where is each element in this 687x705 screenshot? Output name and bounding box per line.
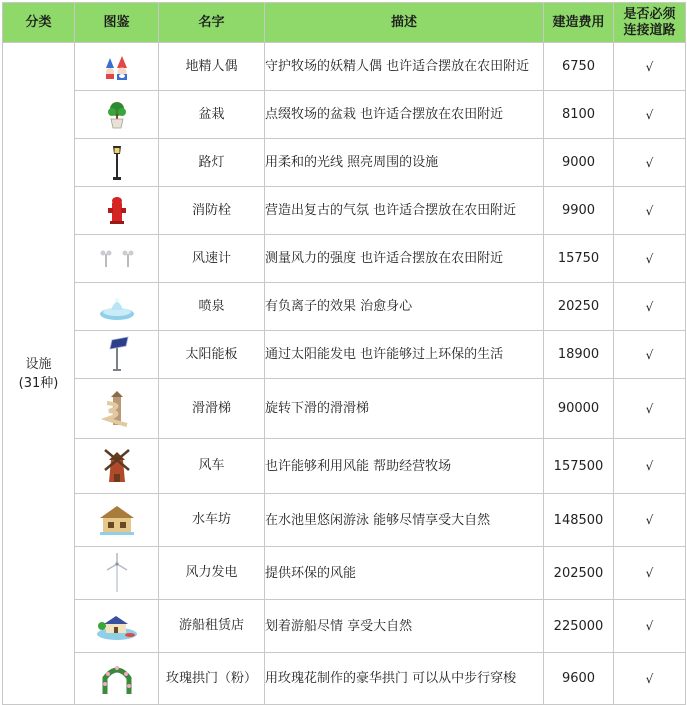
row-description: 通过太阳能发电 也许能够过上环保的生活 [265, 331, 544, 379]
table-row [3, 235, 686, 283]
category-cell [3, 43, 75, 705]
table-row [3, 547, 686, 600]
row-name: 玫瑰拱门（粉） [159, 653, 265, 705]
category-count: (31种) [18, 375, 59, 391]
row-description: 用玫瑰花制作的豪华拱门 可以从中步行穿梭 [265, 653, 544, 705]
row-description: 提供环保的风能 [265, 547, 544, 600]
row-road: √ [614, 139, 686, 187]
potted-plant-icon [75, 100, 158, 130]
row-name: 喷泉 [159, 283, 265, 331]
row-cost: 202500 [544, 547, 614, 600]
table-row [3, 283, 686, 331]
header-description: 描述 [265, 3, 544, 43]
table-row [3, 139, 686, 187]
row-description: 旋转下滑的滑滑梯 [265, 379, 544, 439]
row-cost: 6750 [544, 43, 614, 91]
header-icon: 图鉴 [75, 3, 159, 43]
row-cost: 18900 [544, 331, 614, 379]
row-cost: 9900 [544, 187, 614, 235]
table-row [3, 600, 686, 653]
table-row [3, 187, 686, 235]
row-cost: 9000 [544, 139, 614, 187]
category-name: 设施 [25, 356, 52, 372]
row-road: √ [614, 600, 686, 653]
row-road: √ [614, 331, 686, 379]
row-cost: 157500 [544, 439, 614, 494]
row-cost: 8100 [544, 91, 614, 139]
row-name: 地精人偶 [159, 43, 265, 91]
row-cost: 90000 [544, 379, 614, 439]
header-cost: 建造费用 [544, 3, 614, 43]
anemometer-icon [75, 247, 158, 271]
row-description: 有负离子的效果 治愈身心 [265, 283, 544, 331]
row-road: √ [614, 43, 686, 91]
row-description: 也许能够利用风能 帮助经营牧场 [265, 439, 544, 494]
rose-arch-icon [75, 662, 158, 696]
table-row [3, 653, 686, 705]
header-road-line1: 是否必须 [623, 6, 676, 22]
row-road: √ [614, 379, 686, 439]
fountain-icon [75, 292, 158, 322]
row-cost: 225000 [544, 600, 614, 653]
row-name: 太阳能板 [159, 331, 265, 379]
table-row [3, 379, 686, 439]
table-row [3, 91, 686, 139]
row-description: 测量风力的强度 也许适合摆放在农田附近 [265, 235, 544, 283]
row-description: 守护牧场的妖精人偶 也许适合摆放在农田附近 [265, 43, 544, 91]
row-name: 滑滑梯 [159, 379, 265, 439]
row-road: √ [614, 235, 686, 283]
solar-panel-icon [75, 336, 158, 374]
row-road: √ [614, 494, 686, 547]
windmill-icon [75, 446, 158, 486]
row-description: 营造出复古的气氛 也许适合摆放在农田附近 [265, 187, 544, 235]
row-road: √ [614, 439, 686, 494]
row-name: 风速计 [159, 235, 265, 283]
row-name: 盆栽 [159, 91, 265, 139]
row-description: 在水池里悠闲游泳 能够尽情享受大自然 [265, 494, 544, 547]
table-row [3, 331, 686, 379]
row-name: 风力发电 [159, 547, 265, 600]
street-lamp-icon [75, 144, 158, 182]
row-road: √ [614, 653, 686, 705]
facility-table [2, 2, 686, 705]
row-name: 水车坊 [159, 494, 265, 547]
row-road: √ [614, 187, 686, 235]
header-road [614, 3, 686, 43]
slide-icon [75, 389, 158, 429]
watermill-icon [75, 502, 158, 538]
header-road-line2: 连接道路 [623, 22, 676, 38]
row-cost: 148500 [544, 494, 614, 547]
row-name: 路灯 [159, 139, 265, 187]
row-description: 点缀牧场的盆栽 也许适合摆放在农田附近 [265, 91, 544, 139]
fire-hydrant-icon [75, 195, 158, 227]
row-name: 消防栓 [159, 187, 265, 235]
row-road: √ [614, 91, 686, 139]
wind-turbine-icon [75, 552, 158, 594]
header-name: 名字 [159, 3, 265, 43]
header-category: 分类 [3, 3, 75, 43]
row-cost: 15750 [544, 235, 614, 283]
table-row [3, 494, 686, 547]
table-row [3, 43, 686, 91]
row-name: 风车 [159, 439, 265, 494]
header-row [3, 3, 686, 43]
row-cost: 20250 [544, 283, 614, 331]
row-road: √ [614, 283, 686, 331]
row-name: 游船租赁店 [159, 600, 265, 653]
row-cost: 9600 [544, 653, 614, 705]
row-road: √ [614, 547, 686, 600]
row-description: 划着游船尽情 享受大自然 [265, 600, 544, 653]
row-description: 用柔和的光线 照亮周围的设施 [265, 139, 544, 187]
gnome-statue-icon [75, 52, 158, 82]
table-row [3, 439, 686, 494]
boat-rental-icon [75, 610, 158, 642]
